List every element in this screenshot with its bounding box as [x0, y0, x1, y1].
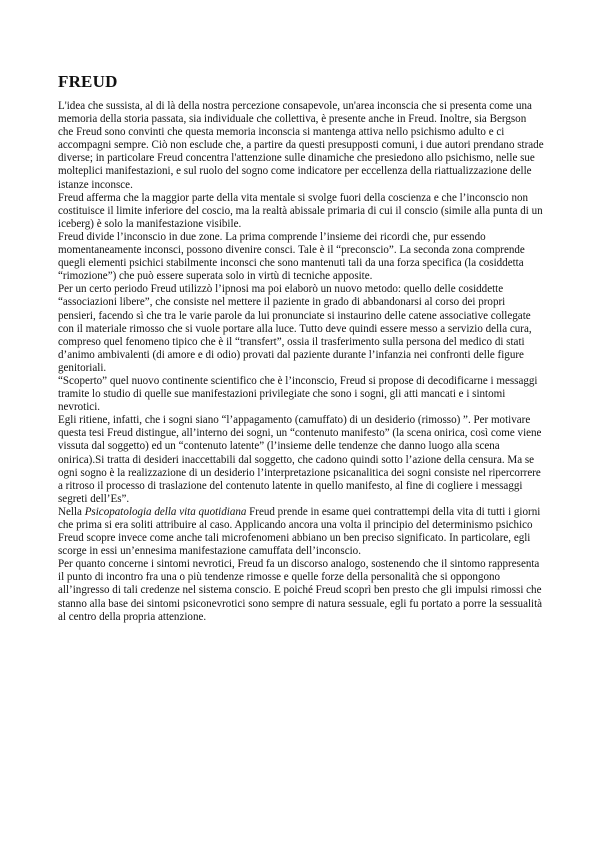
document-title: FREUD [58, 72, 118, 91]
book-title: Psicopatologia della vita quotidiana [84, 505, 247, 518]
psychopathology-text: Freud prende in esame quei contrattempi della vita di tutti i giorni che prima si era soliti attribuire al caso. Applicando ancora una volta il principio del determinismo psichico Freud scopre invece come anche tali microfenomeni abbiano un ben preciso significato. In particolare, egli scorge in essi un’ennesima manifestazione camuffata dell’inconscio. [58, 505, 541, 558]
psychopathology-prefix: Nella [58, 505, 85, 518]
paragraph-mental-life: Freud afferma che la maggior parte della vita mentale si svolge fuori della coscienza e che l’inconscio non costituisce il limite inferiore del coscio, ma la realtà abissale primaria di cui il conscio (simile alla punta di un iceberg) è solo la manifestazione visibile. [58, 191, 543, 230]
document-body [58, 100, 544, 624]
paragraph-intro: L'idea che sussista, al di là della nostra percezione consapevole, un'area inconscia che si presenta come una memoria della storia passata, sia individuale che collettiva, è presente anche in Freud. Inoltre, sia Bergson che Freud sono convinti che questa memoria inconscia si mantenga attiva nello psichismo adulto e ci accompagni sempre. Ciò non esclude che, a partire da questi presupposti comuni, i due autori prendano strade diverse; in particolare Freud concentra l'attenzione sulle dinamiche che presiedono allo psichismo, nelle sue molteplici manifestazioni, e sul ruolo del sogno come indicatore per eccellenza della riattualizzazione delle istanze inconsce. [58, 100, 544, 191]
document-page [58, 72, 544, 624]
paragraph-unconscious-messages: “Scoperto” quel nuovo continente scientifico che è l’inconscio, Freud si propose di decodificarne i messaggi tramite lo studio di quelle sue manifestazioni privilegiate che sono i sogni, gli atti mancati e i sintomi nevrotici. [58, 374, 538, 414]
paragraph-two-zones: Freud divide l’inconscio in due zone. La prima comprende l’insieme dei ricordi che, pur essendo momentaneamente inconsci, possono divenire consci. Tale è il “preconscio”. La seconda zona comprende quegli elementi psichici stabilmente inconsci che sono mantenuti tali da una forza specifica (la cosiddetta “rimozione”) che può essere superata solo in virtù di tecniche apposite. [58, 230, 525, 283]
paragraph-dreams: Egli ritiene, infatti, che i sogni siano “l’appagamento (camuffato) di un desiderio (rimosso) ”. Per motivare questa tesi Freud distingue, all’interno dei sogni, un “contenuto manifesto” (la scena onirica, così come viene vissuta dal soggetto) ed un “contenuto latente” (l’insieme delle tendenze che danno luogo alla scena onirica).Si tratta di desideri inaccettabili dal soggetto, che cadono quindi sotto l’azione della censura. Ma se ogni sogno è la realizzazione di un desiderio l’interpretazione psicanalitica dei sogni consiste nel ripercorrere a ritroso il processo di traslazione del contenuto latente in quello manifesto, al fine di cogliere i messaggi segreti dell’Es”. [58, 414, 542, 505]
paragraph-free-association: Per un certo periodo Freud utilizzò l’ipnosi ma poi elaborò un nuovo metodo: quello delle cosiddette “associazioni libere”, che consiste nel mettere il paziente in grado di abbandonarsi al corso dei propri pensieri, facendo sì che tra le varie parole da lui pronunciate si instaurino delle catene associative collegate con il materiale rimosso che si vuole portare alla luce. Tutto deve quindi essere messo a servizio della cura, compreso quel fenomeno tipico che è il “transfert”, ossia il trasferimento sulla persona del medico di stati d’animo ambivalenti (di amore e di odio) provati dal paziente durante l’infanzia nei confronti delle figure genitoriali. [58, 283, 532, 374]
paragraph-psychopathology [58, 506, 544, 558]
paragraph-neurotic-symptoms: Per quanto concerne i sintomi nevrotici, Freud fa un discorso analogo, sostenendo che il sintomo rappresenta il punto di incontro fra una o più tendenze rimosse e quelle forze della personalità che si oppongono all’ingresso di tali credenze nel sistema conscio. E poiché Freud scoprì ben presto che gli impulsi rimossi che stanno alla base dei sintomi psiconevrotici sono sempre di natura sessuale, egli fu portato a porre la sessualità al centro della propria attenzione. [58, 558, 543, 623]
